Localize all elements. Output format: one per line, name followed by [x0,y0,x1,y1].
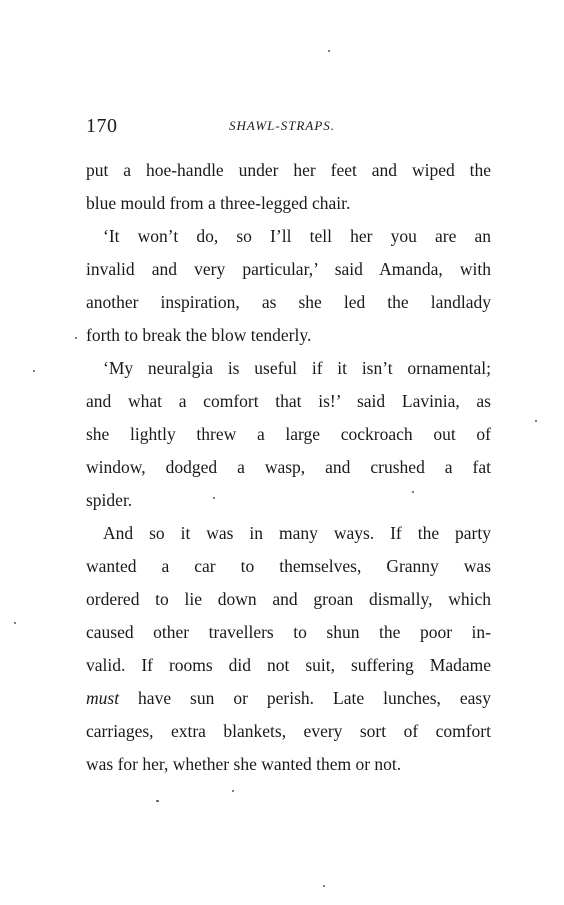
text-line: invalid and very particular,’ said Amanda, with [86,259,491,279]
text-line: she lightly threw a large cockroach out of [86,424,491,444]
text-line: valid. If rooms did not suit, suffering Madame [86,655,491,675]
text-line-with-emphasis [86,687,491,709]
scan-speck [328,50,330,52]
text-line: ‘My neuralgia is useful if it isn’t ornamental; [103,358,491,378]
text-line: And so it was in many ways. If the party [103,523,491,543]
text-line: was for her, whether she wanted them or not. [86,754,402,774]
text-line: and what a comfort that is!’ said Lavinia, as [86,391,491,411]
running-head: SHAWL-STRAPS. [228,118,336,133]
text-line: put a hoe-handle under her feet and wiped the [86,160,491,180]
text-line: spider. [86,490,133,510]
text-line: forth to break the blow tenderly. [86,325,312,345]
emphasis-must: must [86,688,120,708]
text-line: blue mould from a three-legged chair. [86,193,351,213]
scan-speck [75,337,77,339]
text-line: carriages, extra blankets, every sort of comfort [86,721,491,741]
page-number: 170 [86,115,118,137]
scan-speck [323,885,325,887]
text-line: wanted a car to themselves, Granny was [86,556,491,576]
text-line: caused other travellers to shun the poor in- [86,622,491,642]
scan-speck [232,790,234,792]
text-line: ordered to lie down and groan dismally, which [86,589,491,609]
scan-speck [535,420,537,422]
text-line: another inspiration, as she led the landlady [86,292,491,312]
text-line: ‘It won’t do, so I’ll tell her you are an [103,226,491,246]
text-line-rest: have sun or perish. Late lunches, easy [138,688,491,708]
scan-speck [14,622,16,624]
scan-speck [412,491,414,493]
scan-speck [213,497,215,499]
text-line: window, dodged a wasp, and crushed a fat [86,457,491,477]
scan-speck [156,800,159,802]
scan-speck [33,370,35,372]
